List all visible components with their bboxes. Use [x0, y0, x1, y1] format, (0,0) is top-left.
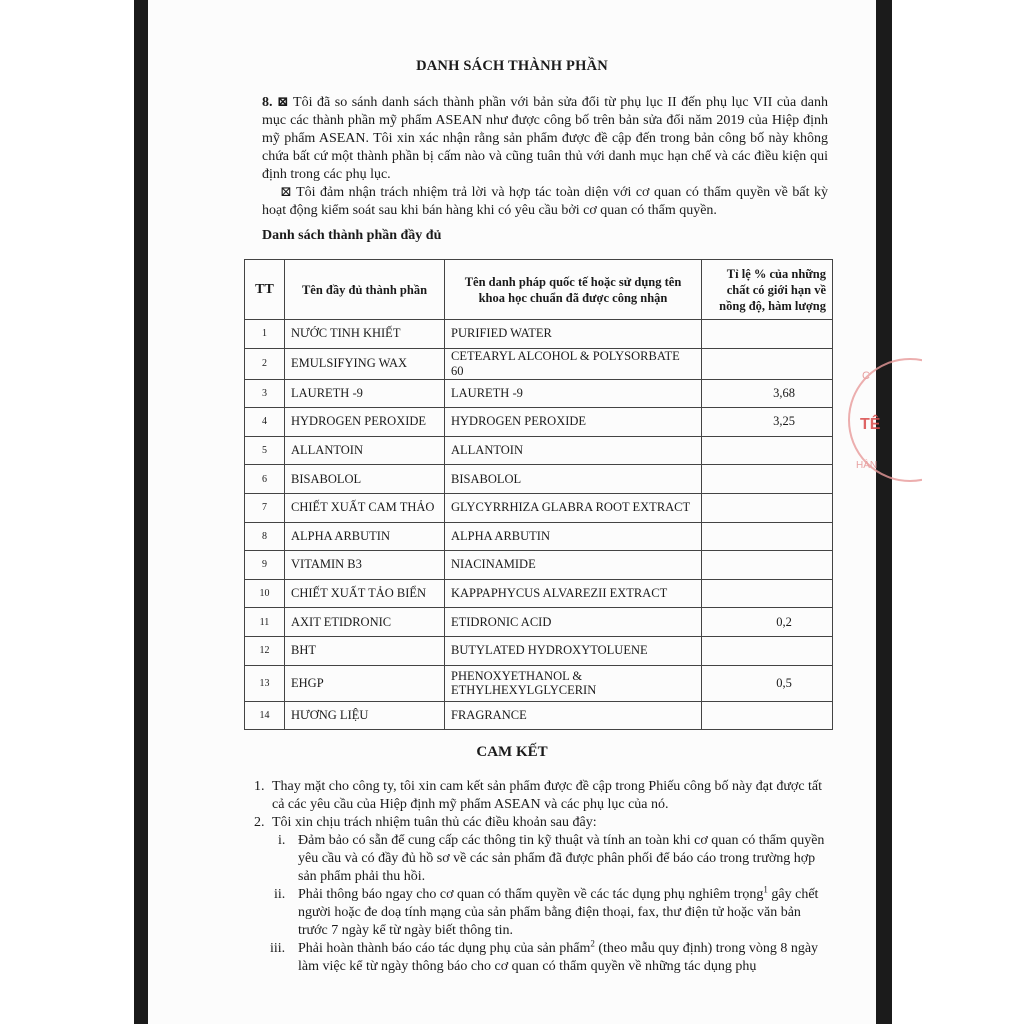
row-tt: 8	[245, 522, 285, 551]
commitment-item-1	[254, 778, 828, 814]
row-inci: PURIFIED WATER	[445, 320, 702, 349]
row-percent	[702, 436, 833, 465]
row-name: VITAMIN B3	[285, 551, 445, 580]
table-row	[245, 579, 833, 608]
row-name: ALLANTOIN	[285, 436, 445, 465]
row-percent	[702, 701, 833, 730]
commitment-item-2	[254, 814, 828, 976]
row-tt: 2	[245, 348, 285, 379]
row-tt: 1	[245, 320, 285, 349]
row-percent	[702, 493, 833, 522]
row-name: HƯƠNG LIỆU	[285, 701, 445, 730]
row-inci: HYDROGEN PEROXIDE	[445, 408, 702, 437]
table-row	[245, 320, 833, 349]
row-inci: LAURETH -9	[445, 379, 702, 408]
row-name: BHT	[285, 636, 445, 665]
row-name: NƯỚC TINH KHIẾT	[285, 320, 445, 349]
row-tt: 6	[245, 465, 285, 494]
item-text: Tôi xin chịu trách nhiệm tuân thủ các điều khoản sau đây:	[272, 815, 597, 830]
declaration-paragraph	[262, 94, 828, 184]
commitment-title: CAM KẾT	[476, 744, 548, 760]
declaration-text: Tôi đã so sánh danh sách thành phần với bản sửa đổi từ phụ lục II đến phụ lục VII của danh mục các thành phần mỹ phẩm ASEAN như được công bố trên bản sửa đổi năm 2019 của Hiệp định mỹ phẩm ASEAN. Tôi xin xác nhận rằng sản phẩm được đề cập đến trong bản công bố này không chứa bất cứ một thành phần bị cấm nào và cũng tuân thủ với danh mục hạn chế và các điều kiện qui định trong các phụ lục.	[262, 95, 828, 182]
item-number: 1.	[254, 779, 265, 794]
stamp-text: TÊ	[860, 416, 881, 433]
left-dark-border	[134, 0, 148, 1024]
row-inci: BISABOLOL	[445, 465, 702, 494]
row-percent: 3,25	[702, 408, 833, 437]
row-inci: NIACINAMIDE	[445, 551, 702, 580]
row-tt: 14	[245, 701, 285, 730]
table-row	[245, 551, 833, 580]
ingredient-list-heading: Danh sách thành phần đầy đủ	[262, 228, 442, 243]
stamp-mark-top: C	[862, 370, 870, 382]
table-row	[245, 636, 833, 665]
row-name: CHIẾT XUẤT CAM THẢO	[285, 493, 445, 522]
row-inci: GLYCYRRHIZA GLABRA ROOT EXTRACT	[445, 493, 702, 522]
row-inci: CETEARYL ALCOHOL & POLYSORBATE 60	[445, 348, 702, 379]
right-dark-border	[876, 0, 892, 1024]
header-percent: Tỉ lệ % của những chất có giới hạn về nồng độ, hàm lượng	[702, 260, 833, 320]
row-percent: 0,2	[702, 608, 833, 637]
row-tt: 12	[245, 636, 285, 665]
row-tt: 11	[245, 608, 285, 637]
header-tt: TT	[245, 260, 285, 320]
declaration-number: 8. ⊠	[262, 95, 289, 110]
row-percent: 0,5	[702, 665, 833, 701]
row-name: AXIT ETIDRONIC	[285, 608, 445, 637]
sub-item-ii	[262, 886, 828, 940]
row-percent	[702, 522, 833, 551]
sub-item-text: Đảm bảo có sẵn để cung cấp các thông tin kỹ thuật và tính an toàn khi cơ quan có thẩm quyền yêu cầu và có đầy đủ hồ sơ về các sản phẩm đã được phân phối để báo cáo trong trường hợp sản phẩm phải thu hồi.	[298, 833, 825, 884]
row-name: EMULSIFYING WAX	[285, 348, 445, 379]
red-stamp	[842, 352, 922, 492]
table-row	[245, 701, 833, 730]
row-name: LAURETH -9	[285, 379, 445, 408]
sub-item-number: i.	[278, 833, 286, 848]
ingredient-table	[244, 259, 833, 730]
row-name: CHIẾT XUẤT TẢO BIỂN	[285, 579, 445, 608]
row-tt: 4	[245, 408, 285, 437]
table-row	[245, 665, 833, 701]
item-number: 2.	[254, 815, 265, 830]
row-name: EHGP	[285, 665, 445, 701]
sub-item-number: ii.	[274, 887, 286, 902]
row-inci: ALPHA ARBUTIN	[445, 522, 702, 551]
row-inci: ALLANTOIN	[445, 436, 702, 465]
header-inci: Tên danh pháp quốc tế hoặc sử dụng tên khoa học chuẩn đã được công nhận	[445, 260, 702, 320]
sub-item-iii	[262, 940, 828, 976]
sub-item-text: Phải hoàn thành báo cáo tác dụng phụ của sản phẩm	[298, 941, 591, 956]
table-row	[245, 522, 833, 551]
footnote-ref: 2	[590, 938, 595, 949]
row-inci: FRAGRANCE	[445, 701, 702, 730]
row-name: BISABOLOL	[285, 465, 445, 494]
responsibility-text: Tôi đảm nhận trách nhiệm trả lời và hợp tác toàn diện với cơ quan có thẩm quyền về bất kỳ hoạt động kiểm soát sau khi bán hàng khi có yêu cầu bởi cơ quan có thẩm quyền.	[262, 185, 829, 218]
row-inci: PHENOXYETHANOL & ETHYLHEXYLGLYCERIN	[445, 665, 702, 701]
item-text: Thay mặt cho công ty, tôi xin cam kết sản phẩm được đề cập trong Phiếu công bố này đạt được tất cả các yêu cầu của Hiệp định mỹ phẩm ASEAN và các phụ lục của nó.	[272, 779, 823, 812]
table-row	[245, 379, 833, 408]
page-title: DANH SÁCH THÀNH PHẦN	[416, 58, 608, 74]
row-percent: 3,68	[702, 379, 833, 408]
table-header-row	[245, 260, 833, 320]
row-name: ALPHA ARBUTIN	[285, 522, 445, 551]
table-row	[245, 436, 833, 465]
row-inci: KAPPAPHYCUS ALVAREZII EXTRACT	[445, 579, 702, 608]
row-name: HYDROGEN PEROXIDE	[285, 408, 445, 437]
table-row	[245, 348, 833, 379]
header-name: Tên đầy đủ thành phần	[285, 260, 445, 320]
checkbox-mark: ⊠	[280, 185, 292, 200]
sub-item-text-cont: gây chết người hoặc đe doạ tính mạng của sản phẩm bằng điện thoại, fax, thư điện tử hoặc văn bản trước 7 ngày kể từ ngày biết thông tin.	[298, 887, 819, 938]
stamp-mark-bottom: HÀN	[856, 460, 878, 471]
row-percent	[702, 348, 833, 379]
responsibility-paragraph	[262, 184, 828, 220]
table-row	[245, 465, 833, 494]
row-percent	[702, 465, 833, 494]
sub-item-text: Phải thông báo ngay cho cơ quan có thẩm quyền về các tác dụng phụ nghiêm trọng	[298, 887, 764, 902]
row-inci: ETIDRONIC ACID	[445, 608, 702, 637]
row-percent	[702, 551, 833, 580]
row-percent	[702, 320, 833, 349]
row-tt: 3	[245, 379, 285, 408]
sub-item-text-cont: (theo mẫu quy định) trong vòng 8 ngày làm việc kể từ ngày thông báo cho cơ quan có thẩm quyền về những tác dụng phụ	[298, 941, 819, 974]
table-row	[245, 608, 833, 637]
row-tt: 10	[245, 579, 285, 608]
row-tt: 9	[245, 551, 285, 580]
sub-item-i	[262, 832, 828, 886]
footnote-ref: 1	[763, 884, 768, 895]
row-tt: 5	[245, 436, 285, 465]
table-row	[245, 493, 833, 522]
row-tt: 7	[245, 493, 285, 522]
row-tt: 13	[245, 665, 285, 701]
row-percent	[702, 579, 833, 608]
table-row	[245, 408, 833, 437]
sub-item-number: iii.	[270, 941, 286, 956]
row-percent	[702, 636, 833, 665]
row-inci: BUTYLATED HYDROXYTOLUENE	[445, 636, 702, 665]
